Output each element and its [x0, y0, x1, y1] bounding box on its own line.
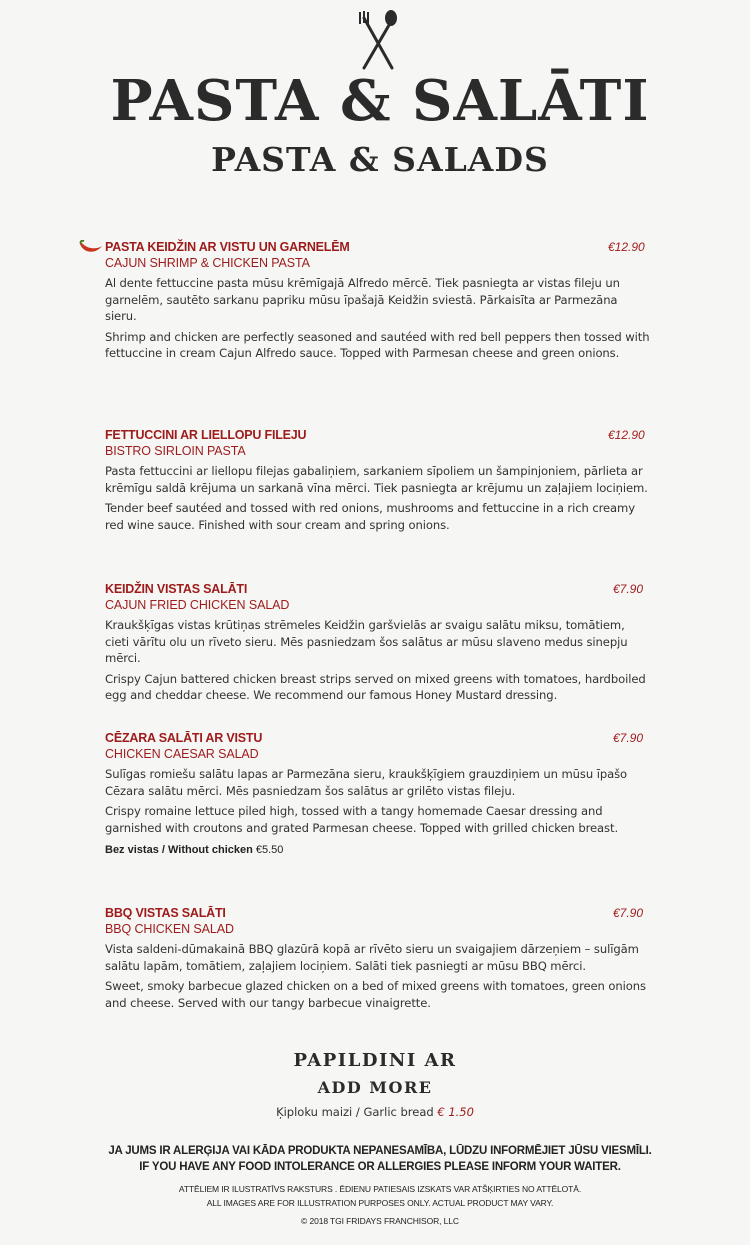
chili-pepper-icon [78, 240, 104, 256]
item-variant-note [105, 844, 650, 856]
menu-item [105, 240, 650, 362]
item-desc-en: Tender beef sautéed and tossed with red onions, mushrooms and fettuccine in a rich creamy red wine sauce. Finished with sour cream and spring onions. [105, 501, 636, 532]
menu-item [105, 428, 650, 533]
item-desc-lv: Kraukšķīgas vistas krūtiņas strēmeles Keidžin garšvielās ar svaigu salātu miksu, tomātiem, cieti vārītu olu un rīveto sieru. Mēs pasniedzam šos salātus ar mūsu slaveno medus sinepju mērci. [105, 618, 628, 665]
item-name-en: CAJUN FRIED CHICKEN SALAD [105, 598, 290, 612]
page-title: PASTA & SALĀTI [110, 68, 650, 134]
page-subtitle: PASTA & SALADS [211, 140, 549, 179]
item-desc-lv: Al dente fettuccine pasta mūsu krēmīgajā Alfredo mērcē. Tiek pasniegta ar vistas fileju un garnelēm, sautēto sarkanu papriku mūsu īpašajā Keidžin sviestā. Pārkaisīta ar Parmezāna sieru. [105, 276, 620, 323]
allergy-notice-en: IF YOU HAVE ANY FOOD INTOLERANCE OR ALLERGIES PLEASE INFORM YOUR WAITER. [139, 1161, 621, 1173]
item-name-lv: FETTUCCINI AR LIELLOPU FILEJU [105, 428, 307, 442]
item-name-lv: CĒZARA SALĀTI AR VISTU [105, 731, 263, 745]
menu-item [105, 906, 650, 1011]
variant-price: €5.50 [255, 844, 284, 856]
item-name-en: BISTRO SIRLOIN PASTA [105, 444, 246, 458]
item-price: €12.90 [608, 240, 645, 254]
disclaimer-lv: ATTĒLIEM IR ILUSTRATĪVS RAKSTURS . ĒDIENU PATIESAIS IZSKATS VAR ATŠĶIRTIES NO ATTĒLOTĀ. [178, 1184, 582, 1194]
item-desc-en: Crispy romaine lettuce piled high, tossed with a tangy homemade Caesar dressing and garnished with croutons and grated Parmesan cheese. Topped with grilled chicken breast. [105, 804, 619, 835]
allergy-notice-lv: JA JUMS IR ALERĢIJA VAI KĀDA PRODUKTA NEPANESAMĪBA, LŪDZU INFORMĒJIET JŪSU VIESMĪLI. [108, 1145, 652, 1157]
item-desc-en: Sweet, smoky barbecue glazed chicken on a bed of mixed greens with tomatoes, green onions and cheese. Served with our tangy barbecue vinaigrette. [105, 979, 646, 1010]
item-name-lv: BBQ VISTAS SALĀTI [105, 906, 226, 920]
item-name-en: CAJUN SHRIMP & CHICKEN PASTA [105, 256, 310, 270]
menu-item [105, 731, 650, 856]
item-name-lv: KEIDŽIN VISTAS SALĀTI [105, 582, 248, 596]
item-price: €7.90 [613, 582, 644, 596]
item-price: €12.90 [608, 428, 645, 442]
copyright: © 2018 TGI FRIDAYS FRANCHISOR, LLC [301, 1216, 459, 1226]
item-desc-en: Shrimp and chicken are perfectly seasoned and sautéed with red bell peppers then tossed with fettuccine in cream Cajun Alfredo sauce. Topped with Parmesan cheese and green onions. [105, 329, 650, 360]
add-more-title-lv: PAPILDINI AR [293, 1050, 457, 1071]
item-name-lv: PASTA KEIDŽIN AR VISTU UN GARNELĒM [105, 240, 350, 254]
item-desc-lv: Vista saldeni-dūmakainā BBQ glazūrā kopā ar rīvēto sieru un svaigajiem dārzeņiem – sulīgām salātu lapām, tomātiem, zaļajiem lociņiem. Salāti tiek pasniegti ar mūsu BBQ mērci. [105, 942, 639, 973]
add-more-item [0, 1105, 750, 1119]
item-desc-lv: Pasta fettuccini ar liellopu filejas gabaliņiem, sarkaniem sīpoliem un šampinjoniem, pārlieta ar krēmīgu saldā krējuma un sarkanā vīna mērci. Tiek pasniegta ar krējumu un zaļajiem lociņiem. [105, 464, 648, 495]
item-name-en: BBQ CHICKEN SALAD [105, 922, 234, 936]
item-price: €7.90 [613, 906, 644, 920]
menu-item [105, 582, 650, 704]
variant-label: Bez vistas / Without chicken [105, 844, 253, 856]
add-more-title-en: ADD MORE [317, 1078, 433, 1097]
disclaimer-en: ALL IMAGES ARE FOR ILLUSTRATION PURPOSES ONLY. ACTUAL PRODUCT MAY VARY. [206, 1198, 554, 1208]
item-desc-en: Crispy Cajun battered chicken breast strips served on mixed greens with tomatoes, hardboiled egg and cheddar cheese. We recommend our famous Honey Mustard dressing. [105, 671, 646, 702]
add-more-item-label: Ķiploku maizi / Garlic bread [276, 1105, 434, 1119]
fork-knife-icon [355, 10, 401, 72]
item-name-en: CHICKEN CAESAR SALAD [105, 747, 259, 761]
add-more-item-price: € 1.50 [437, 1105, 474, 1119]
item-desc-lv: Sulīgas romiešu salātu lapas ar Parmezāna sieru, kraukšķīgiem grauzdiņiem un mūsu īpašo Cēzara salātu mērci. Mēs pasniedzam šos salātus ar grilēto vistas fileju. [105, 767, 628, 798]
item-price: €7.90 [613, 731, 644, 745]
